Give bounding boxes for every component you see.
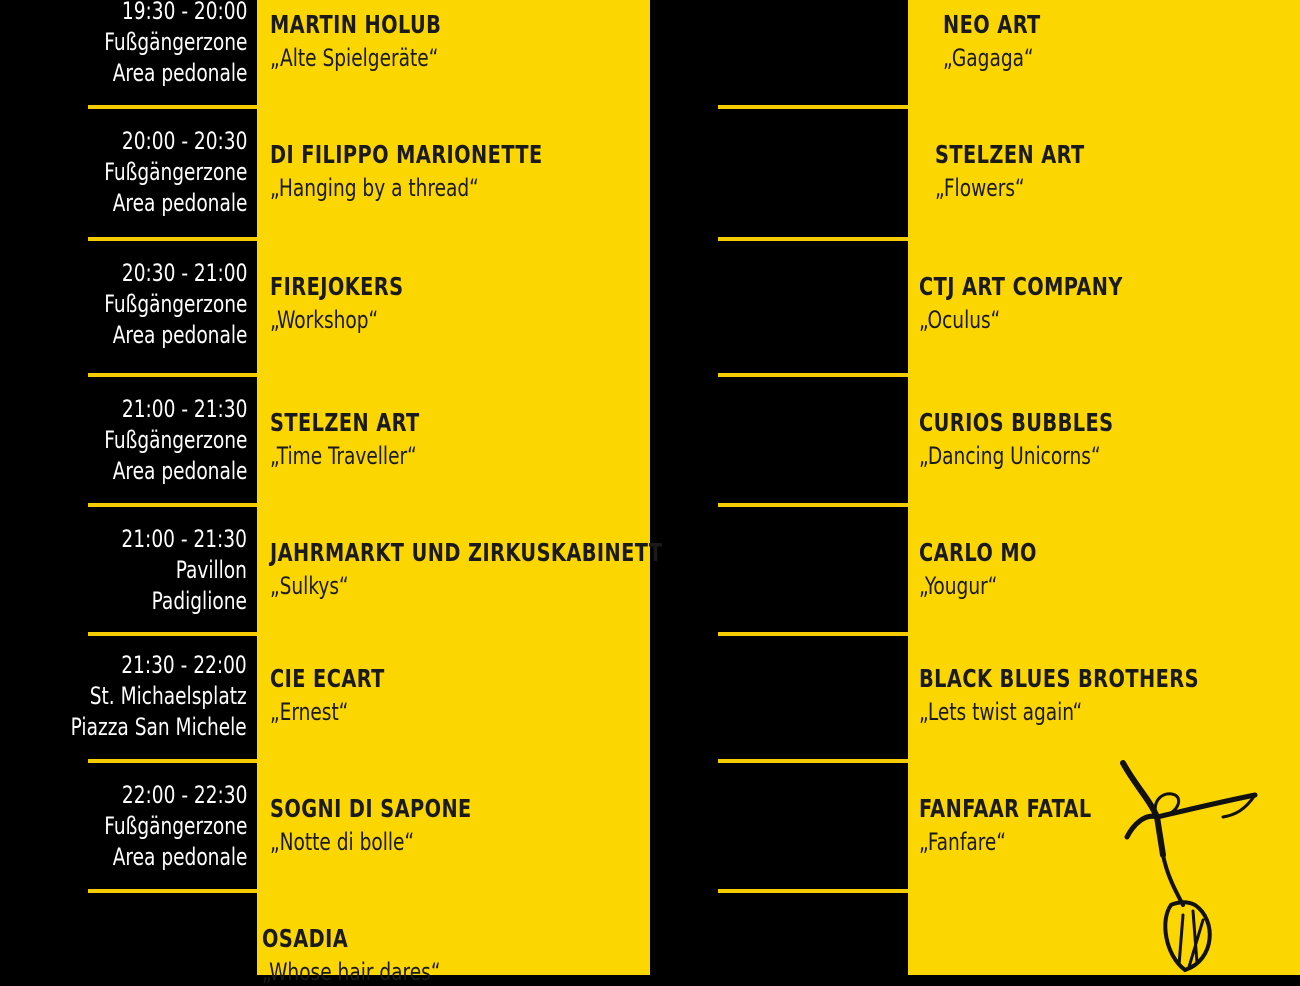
entry-time-location <box>104 0 247 89</box>
entry-show-title: „Lets twist again“ <box>919 698 1083 726</box>
entry-show-title: „Alte Spielgeräte“ <box>270 44 439 72</box>
row-separator <box>718 759 908 763</box>
entry-time-location <box>71 650 247 743</box>
entry-location-it: Area pedonale <box>112 59 247 87</box>
entry-show-title: „Sulkys“ <box>270 572 349 600</box>
entry-show-title: „Hanging by a thread“ <box>270 174 479 202</box>
entry-location-it: Piazza San Michele <box>70 713 248 741</box>
entry-time: 20:00 - 20:30 <box>121 127 247 155</box>
row-separator <box>88 889 257 893</box>
entry-artist-name: STELZEN ART <box>270 408 420 437</box>
entry-show-title: „Notte di bolle“ <box>270 828 415 856</box>
row-separator <box>88 237 257 241</box>
entry-artist-name: CARLO MO <box>919 538 1037 567</box>
entry-time-location <box>121 524 247 617</box>
entry-artist-name: CTJ ART COMPANY <box>919 272 1123 301</box>
row-separator <box>88 105 257 109</box>
entry-artist-name: FIREJOKERS <box>270 272 404 301</box>
entry-time: 21:00 - 21:30 <box>121 525 248 553</box>
row-separator <box>88 373 257 377</box>
jester-figure-illustration <box>1105 755 1285 975</box>
entry-location-it: Padiglione <box>151 587 248 615</box>
row-separator <box>88 632 257 636</box>
entry-location-de: Pavillon <box>175 556 248 584</box>
entry-show-title: „Whose hair dares“ <box>262 958 441 986</box>
entry-location-de: Fußgängerzone <box>103 158 247 186</box>
row-separator <box>718 373 908 377</box>
entry-show-title: „Fanfare“ <box>919 828 1006 856</box>
entry-artist-name: CIE ECART <box>270 664 385 693</box>
entry-show-title: „Ernest“ <box>270 698 349 726</box>
entry-location-it: Area pedonale <box>112 189 247 217</box>
entry-location-de: Fußgängerzone <box>103 426 247 454</box>
entry-location-de: Fußgängerzone <box>103 28 247 56</box>
entry-show-title: „Oculus“ <box>919 306 1001 334</box>
entry-time: 21:00 - 21:30 <box>121 395 247 423</box>
entry-artist-name: OSADIA <box>262 924 349 953</box>
row-separator <box>718 889 908 893</box>
entry-location-it: Area pedonale <box>112 321 247 349</box>
row-separator <box>88 503 257 507</box>
entry-artist-name: STELZEN ART <box>935 140 1085 169</box>
entry-time-location <box>104 780 247 873</box>
entry-location-it: Area pedonale <box>112 843 247 871</box>
entry-show-title: „Flowers“ <box>935 174 1025 202</box>
entry-location-it: Area pedonale <box>112 457 247 485</box>
entry-time-location <box>104 126 247 219</box>
entry-artist-name: DI FILIPPO MARIONETTE <box>270 140 543 169</box>
entry-show-title: „Time Traveller“ <box>270 442 417 470</box>
entry-location-de: Fußgängerzone <box>103 290 247 318</box>
entry-artist-name: NEO ART <box>943 10 1041 39</box>
entry-location-de: St. Michaelsplatz <box>89 682 248 710</box>
entry-artist-name: FANFAAR FATAL <box>919 794 1092 823</box>
entry-time: 19:30 - 20:00 <box>121 0 247 25</box>
row-separator <box>88 759 257 763</box>
entry-artist-name: JAHRMARKT UND ZIRKUSKABINETT <box>270 538 663 567</box>
row-separator <box>718 503 908 507</box>
entry-show-title: „Yougur“ <box>919 572 998 600</box>
entry-artist-name: SOGNI DI SAPONE <box>270 794 472 823</box>
entry-show-title: „Gagaga“ <box>943 44 1034 72</box>
entry-artist-name: MARTIN HOLUB <box>270 10 442 39</box>
entry-show-title: „Dancing Unicorns“ <box>919 442 1101 470</box>
row-separator <box>718 105 908 109</box>
row-separator <box>718 237 908 241</box>
entry-time: 21:30 - 22:00 <box>121 651 248 679</box>
entry-show-title: „Workshop“ <box>270 306 379 334</box>
entry-location-de: Fußgängerzone <box>103 812 247 840</box>
entry-artist-name: CURIOS BUBBLES <box>919 408 1114 437</box>
entry-artist-name: BLACK BLUES BROTHERS <box>919 664 1199 693</box>
entry-time-location <box>104 394 247 487</box>
entry-time: 22:00 - 22:30 <box>121 781 247 809</box>
row-separator <box>718 632 908 636</box>
entry-time-location <box>104 258 247 351</box>
entry-time: 20:30 - 21:00 <box>121 259 247 287</box>
